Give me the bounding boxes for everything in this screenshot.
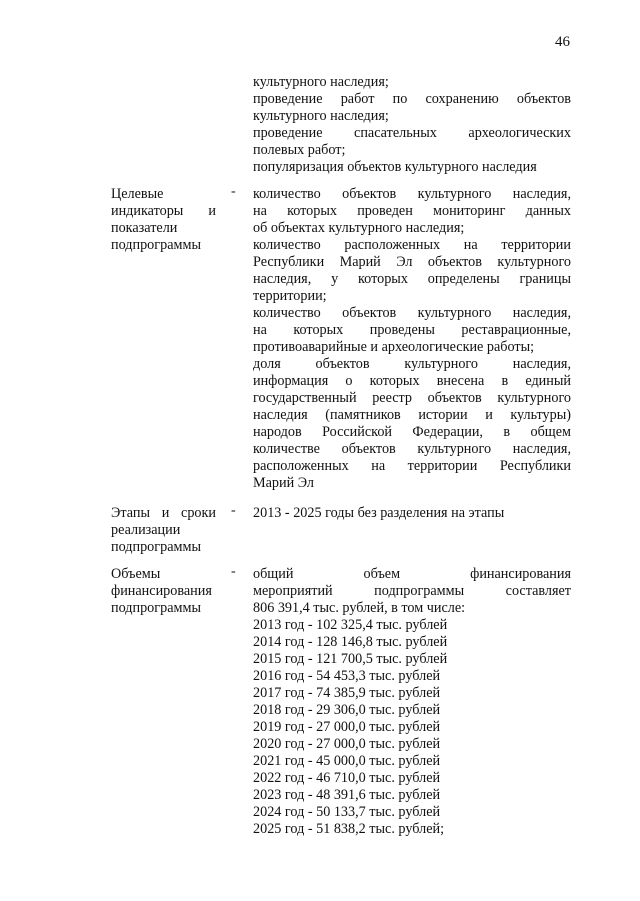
row-content-line: об объектах культурного наследия;: [253, 220, 465, 236]
row-content-line: на которых проведен мониторинг данных: [253, 203, 571, 219]
row-label-line: Целевые: [111, 186, 164, 202]
row-dash: -: [231, 503, 236, 518]
row-label-line: подпрограммы: [111, 539, 201, 555]
row-dash: -: [231, 564, 236, 579]
row-content-line: количество объектов культурного наследия,: [253, 305, 571, 321]
row-content-line: информация о которых внесена в единый: [253, 373, 571, 389]
tasks-line: культурного наследия;: [253, 108, 389, 124]
row-content-line: количество расположенных на территории: [253, 237, 571, 253]
financing-year-line: 2020 год - 27 000,0 тыс. рублей: [253, 736, 441, 752]
row-content-line: наследия (памятников истории и культуры): [253, 407, 571, 423]
row-dash: -: [231, 184, 236, 199]
row-label-line: Объемы: [111, 566, 161, 582]
row-content-line: количество объектов культурного наследия,: [253, 186, 571, 202]
financing-year-line: 2022 год - 46 710,0 тыс. рублей: [253, 770, 441, 786]
financing-year-line: 2023 год - 48 391,6 тыс. рублей: [253, 787, 441, 803]
row-content-line: народов Российской Федерации, в общем: [253, 424, 571, 440]
row-content-line: доля объектов культурного наследия,: [253, 356, 571, 372]
row-content-line: государственный реестр объектов культурного: [253, 390, 571, 406]
tasks-line: популяризация объектов культурного наследия: [253, 159, 537, 175]
page-number: 46: [555, 34, 570, 50]
financing-year-line: 2018 год - 29 306,0 тыс. рублей: [253, 702, 441, 718]
financing-year-line: 2017 год - 74 385,9 тыс. рублей: [253, 685, 441, 701]
row-label-line: финансирования: [111, 583, 212, 599]
row-content-line: противоаварийные и археологические работы;: [253, 339, 535, 355]
row-content-line: территории;: [253, 288, 327, 304]
tasks-line: проведение спасательных археологических: [253, 125, 571, 141]
tasks-line: полевых работ;: [253, 142, 346, 158]
row-label-line: подпрограммы: [111, 600, 201, 616]
financing-year-line: 2016 год - 54 453,3 тыс. рублей: [253, 668, 441, 684]
row-content-line: количестве объектов культурного наследия,: [253, 441, 571, 457]
row-label-line: Этапы и сроки: [111, 505, 216, 521]
row-label-line: индикаторы и: [111, 203, 216, 219]
row-content-line: расположенных на территории Республики: [253, 458, 571, 474]
row-content-line: Марий Эл: [253, 475, 314, 491]
row-content-line: наследия, у которых определены границы: [253, 271, 571, 287]
financing-year-line: 2025 год - 51 838,2 тыс. рублей;: [253, 821, 445, 837]
financing-year-line: 2024 год - 50 133,7 тыс. рублей: [253, 804, 441, 820]
row-content-line: Республики Марий Эл объектов культурного: [253, 254, 571, 270]
financing-year-line: 2014 год - 128 146,8 тыс. рублей: [253, 634, 448, 650]
row-label-line: подпрограммы: [111, 237, 201, 253]
row-content-line: на которых проведены реставрационные,: [253, 322, 571, 338]
tasks-line: проведение работ по сохранению объектов: [253, 91, 571, 107]
row-content-line: общий объем финансирования: [253, 566, 571, 582]
row-content-line: мероприятий подпрограммы составляет: [253, 583, 571, 599]
financing-year-line: 2019 год - 27 000,0 тыс. рублей: [253, 719, 441, 735]
row-label-line: показатели: [111, 220, 178, 236]
row-label-line: реализации: [111, 522, 181, 538]
row-content-line: 806 391,4 тыс. рублей, в том числе:: [253, 600, 466, 616]
financing-year-line: 2021 год - 45 000,0 тыс. рублей: [253, 753, 441, 769]
row-content-line: 2013 - 2025 годы без разделения на этапы: [253, 505, 505, 521]
financing-year-line: 2013 год - 102 325,4 тыс. рублей: [253, 617, 448, 633]
tasks-line: культурного наследия;: [253, 74, 389, 90]
financing-year-line: 2015 год - 121 700,5 тыс. рублей: [253, 651, 448, 667]
